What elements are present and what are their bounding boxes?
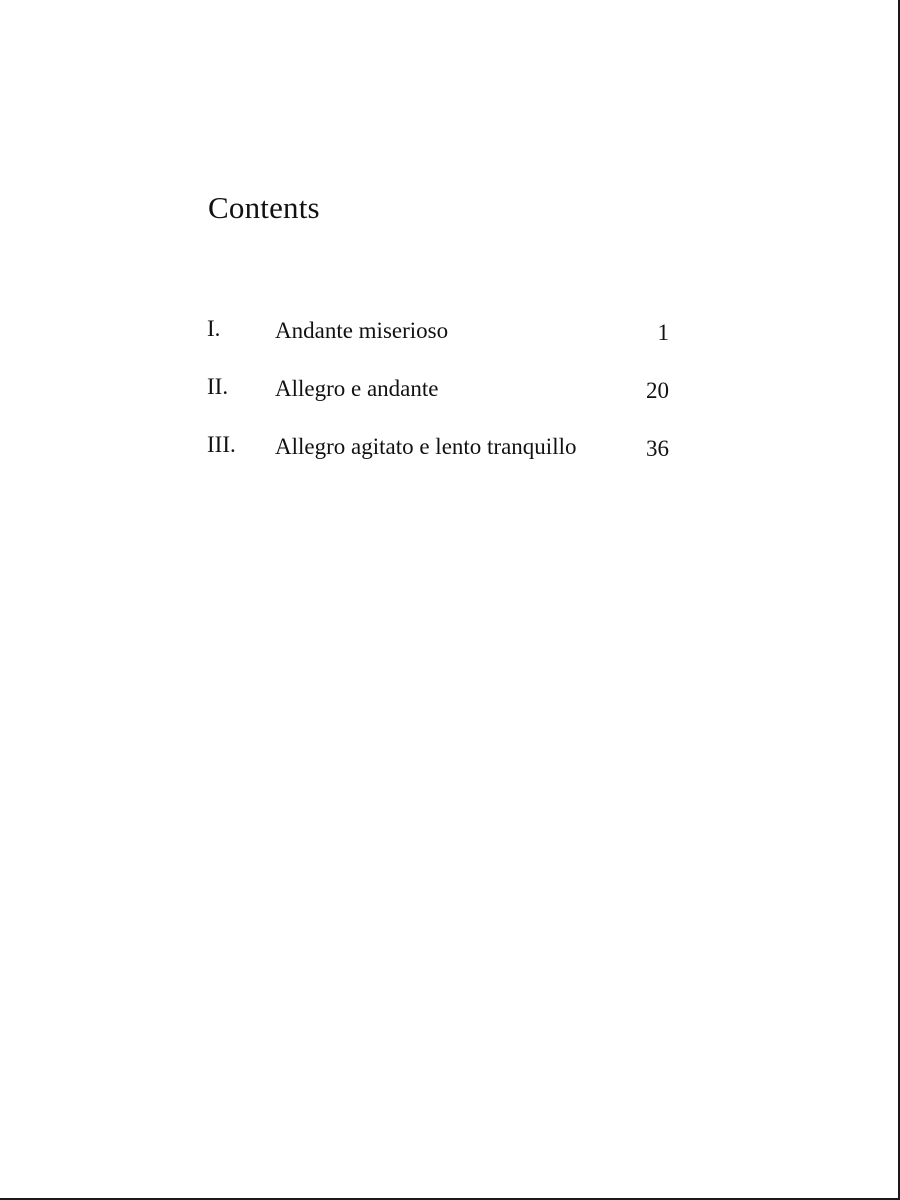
- toc-entry-1[interactable]: [207, 313, 669, 371]
- contents-heading: Contents: [208, 190, 320, 225]
- toc-entry-page-number: 36: [646, 436, 669, 461]
- toc-entry-numeral: I.: [207, 316, 221, 341]
- toc-entry-numeral: III.: [207, 432, 236, 457]
- table-of-contents: [207, 313, 669, 487]
- toc-entry-page-number: 1: [657, 320, 669, 345]
- toc-entry-2[interactable]: [207, 371, 669, 429]
- toc-entry-page-number: 20: [646, 378, 669, 403]
- toc-entry-title: Allegro e andante: [275, 376, 439, 401]
- toc-entry-title: Andante miserioso: [275, 318, 449, 343]
- toc-entry-title: Allegro agitato e lento tranquillo: [275, 434, 577, 459]
- toc-entry-numeral: II.: [207, 374, 229, 399]
- toc-entry-3[interactable]: [207, 429, 669, 487]
